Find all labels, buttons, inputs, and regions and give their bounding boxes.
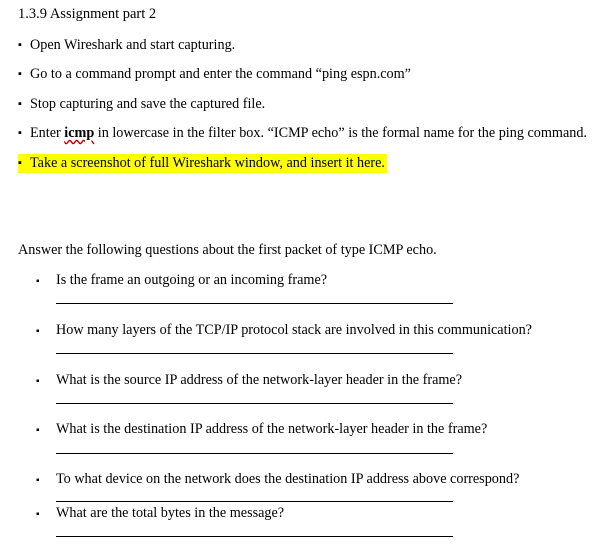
bullet: ▪ (18, 39, 22, 51)
bullet: ▪ (18, 127, 22, 139)
step-text: Take a screenshot of full Wireshark window, and insert it here. (30, 155, 385, 171)
question-text: What is the destination IP address of the network-layer header in the frame? (56, 421, 488, 437)
question-item (36, 322, 532, 341)
step-text: Go to a command prompt and enter the command “ping espn.com” (30, 66, 411, 82)
step-open-wireshark (18, 36, 235, 55)
bullet: ▪ (18, 98, 22, 110)
question-item (36, 471, 519, 490)
step-text: Stop capturing and save the captured file. (30, 96, 266, 112)
bullet: ▪ (36, 326, 40, 337)
answer-line[interactable] (56, 353, 453, 354)
question-item (36, 505, 284, 524)
bullet: ▪ (36, 509, 40, 520)
question-item (36, 421, 487, 440)
answer-line[interactable] (56, 536, 453, 537)
question-text: What are the total bytes in the message? (56, 505, 285, 521)
bullet: ▪ (18, 68, 22, 80)
question-item (36, 372, 462, 391)
question-text: Is the frame an outgoing or an incoming frame? (56, 272, 328, 288)
icmp-command: icmp (64, 125, 95, 141)
step-text: Open Wireshark and start capturing. (30, 37, 236, 53)
answer-line[interactable] (56, 403, 453, 404)
bullet: ▪ (36, 376, 40, 387)
step-filter-icmp (18, 124, 587, 143)
question-text: How many layers of the TCP/IP protocol stack are involved in this communication? (56, 322, 532, 338)
bullet: ▪ (36, 425, 40, 436)
answer-line[interactable] (56, 453, 453, 454)
step-stop-capturing (18, 95, 265, 114)
assignment-heading: 1.3.9 Assignment part 2 (18, 6, 157, 22)
bullet: ▪ (18, 157, 22, 169)
question-text: To what device on the network does the destination IP address above correspond? (56, 471, 520, 487)
questions-intro: Answer the following questions about the first packet of type ICMP echo. (18, 242, 437, 258)
step-text-after: in lowercase in the filter box. “ICMP echo” is the formal name for the ping command. (94, 125, 587, 141)
step-ping-command (18, 65, 411, 84)
question-item (36, 272, 327, 291)
bullet: ▪ (36, 475, 40, 486)
step-text-before: Enter (30, 125, 65, 141)
answer-line[interactable] (56, 501, 453, 502)
question-text: What is the source IP address of the network-layer header in the frame? (56, 372, 463, 388)
step-screenshot-highlighted (18, 154, 387, 173)
answer-line[interactable] (56, 303, 453, 304)
bullet: ▪ (36, 276, 40, 287)
